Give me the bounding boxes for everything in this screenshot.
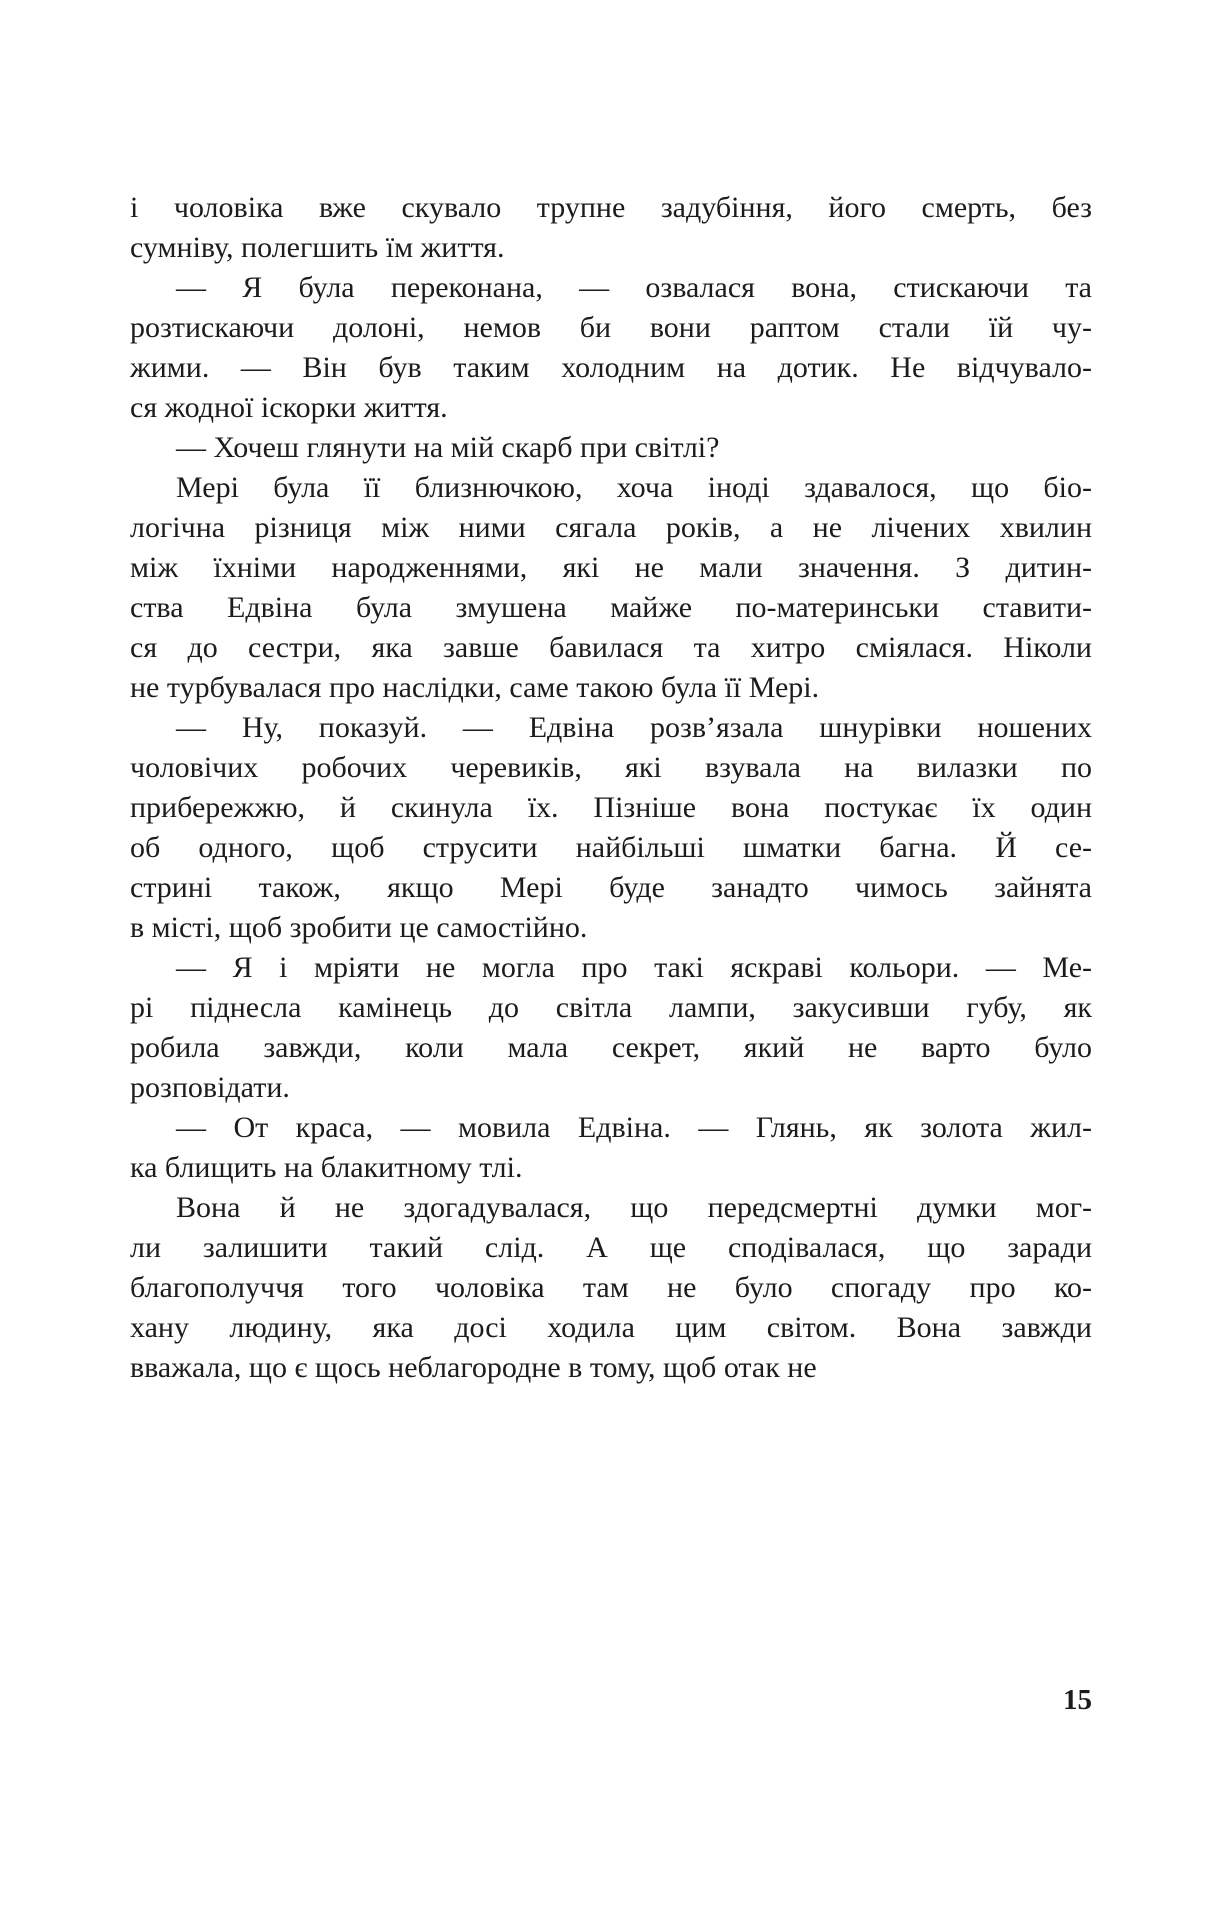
text-line: об одного, щоб струсити найбільші шматки багна. Й се-	[130, 831, 1092, 864]
text-line: вважала, що є щось неблагородне в тому, щоб отак не	[130, 1351, 817, 1384]
text-line: між їхніми народженнями, які не мали значення. З дитин-	[130, 551, 1092, 584]
text-line: стрині також, якщо Мері буде занадто чимось зайнята	[130, 871, 1092, 904]
text-line: благополуччя того чоловіка там не було спогаду про ко-	[130, 1271, 1092, 1304]
page-number: 15	[1063, 1684, 1092, 1716]
text-line: жими. — Він був таким холодним на дотик. Не відчувало-	[130, 351, 1092, 384]
paragraph	[130, 948, 1092, 1108]
text-line: ся до сестри, яка завше бавилася та хитро сміялася. Ніколи	[130, 631, 1092, 664]
text-line: ся жодної іскорки життя.	[130, 391, 448, 424]
text-line: ства Едвіна була змушена майже по-материнськи ставити-	[130, 591, 1092, 624]
text-line: Мері була її близнючкою, хоча іноді здавалося, що біо-	[176, 471, 1092, 504]
paragraph	[130, 1188, 1092, 1388]
text-line: не турбувалася про наслідки, саме такою була її Мері.	[130, 671, 820, 704]
text-line: в місті, щоб зробити це самостійно.	[130, 911, 588, 944]
text-line: — Я була переконана, — озвалася вона, стискаючи та	[176, 271, 1092, 304]
text-line: прибережжю, й скинула їх. Пізніше вона постукає їх один	[130, 791, 1092, 824]
paragraph	[130, 708, 1092, 948]
text-line: чоловічих робочих черевиків, які взувала на вилазки по	[130, 751, 1092, 784]
text-line: — От краса, — мовила Едвіна. — Глянь, як золота жил-	[176, 1111, 1092, 1144]
paragraph	[130, 428, 1092, 468]
text-line: — Хочеш глянути на мій скарб при світлі?	[176, 431, 720, 464]
text-line: сумніву, полегшить їм життя.	[130, 231, 505, 264]
text-line: логічна різниця між ними сягала років, а не лічених хвилин	[130, 511, 1092, 544]
text-line: розповідати.	[130, 1071, 290, 1104]
text-line: розтискаючи долоні, немов би вони раптом стали їй чу-	[130, 311, 1092, 344]
paragraph	[130, 268, 1092, 428]
page-text	[130, 188, 1092, 1388]
paragraph	[130, 1108, 1092, 1188]
text-line: — Я і мріяти не могла про такі яскраві кольори. — Ме-	[176, 951, 1092, 984]
paragraph	[130, 468, 1092, 708]
text-line: Вона й не здогадувалася, що передсмертні думки мог-	[176, 1191, 1092, 1224]
text-line: рі піднесла камінець до світла лампи, закусивши губу, як	[130, 991, 1092, 1024]
text-line: і чоловіка вже скувало трупне задубіння, його смерть, без	[130, 191, 1092, 224]
paragraph	[130, 188, 1092, 268]
text-line: хану людину, яка досі ходила цим світом. Вона завжди	[130, 1311, 1092, 1344]
text-line: робила завжди, коли мала секрет, який не варто було	[130, 1031, 1092, 1064]
text-line: — Ну, показуй. — Едвіна розв’язала шнурівки ношених	[176, 711, 1092, 744]
text-line: ка блищить на блакитному тлі.	[130, 1151, 523, 1184]
text-line: ли залишити такий слід. А ще сподівалася, що заради	[130, 1231, 1092, 1264]
